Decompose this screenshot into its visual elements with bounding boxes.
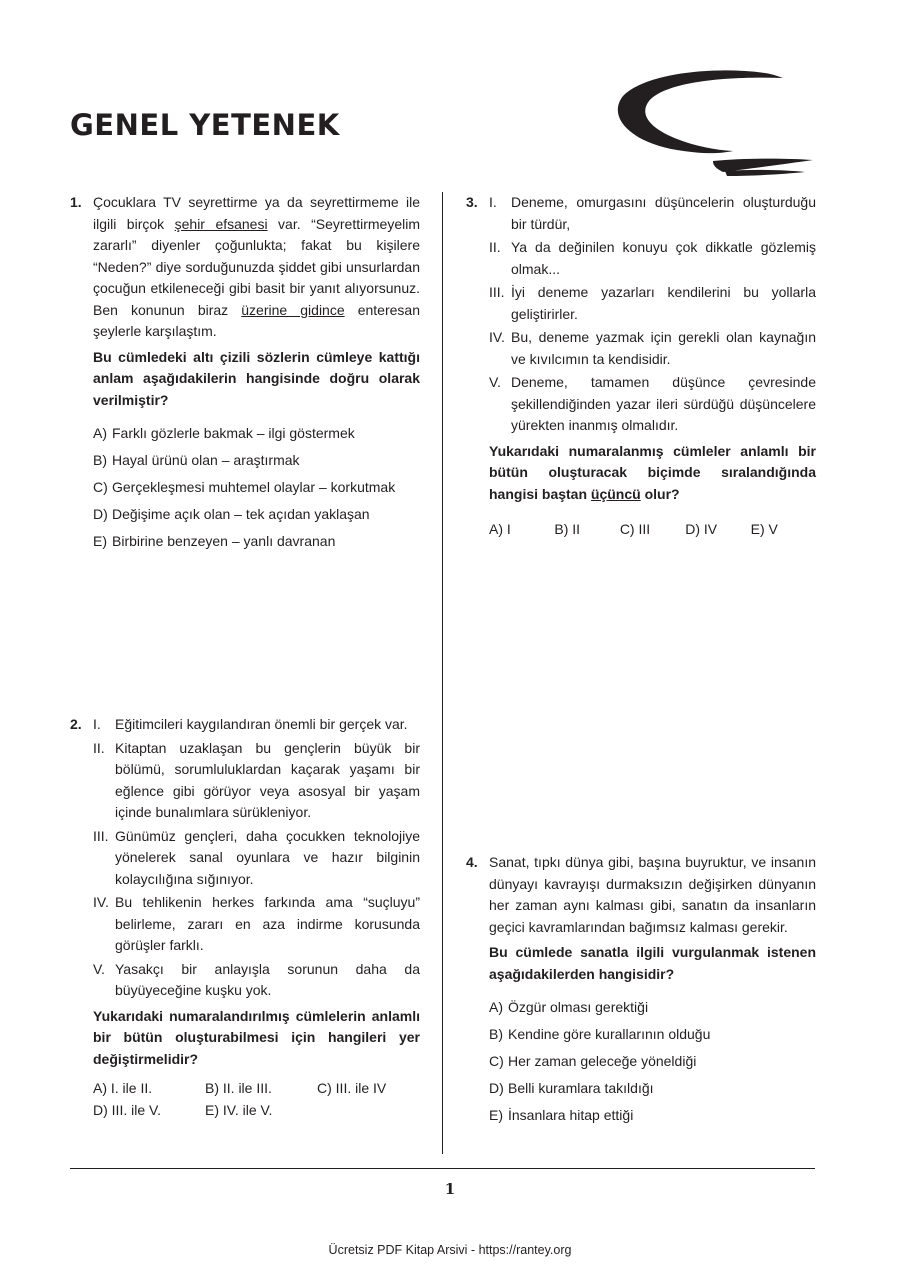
question-stem: Yukarıdaki numaralandırılmış cümlelerin anlamlı bir bütün oluşturabilmesi için hangileri yer değiştirmelidir? bbox=[93, 1007, 420, 1067]
answer-option[interactable]: B) Hayal ürünü olan – araştırmak bbox=[93, 452, 300, 468]
underlined-word: üçüncü bbox=[590, 485, 641, 502]
question-number: 3. bbox=[466, 194, 478, 210]
question-stem: Bu cümledeki altı çizili sözlerin cümleye kattığı anlam aşağıdakilerin hangisinde doğru olarak verilmiştir? bbox=[93, 348, 420, 408]
answer-option[interactable]: E) Birbirine benzeyen – yanlı davranan bbox=[93, 533, 336, 549]
answer-options bbox=[93, 1078, 420, 1121]
answer-option[interactable]: D) IV bbox=[685, 521, 718, 537]
question-3 bbox=[466, 192, 816, 541]
answer-options bbox=[489, 519, 816, 541]
numbered-sentences bbox=[93, 714, 420, 1002]
answer-option[interactable]: B) Kendine göre kurallarının olduğu bbox=[489, 1026, 711, 1042]
answer-option[interactable]: D) Belli kuramlara takıldığı bbox=[489, 1080, 654, 1096]
footer-link-text: Ücretsiz PDF Kitap Arsivi - https://rantey.org bbox=[328, 1243, 572, 1257]
question-stem: Bu cümlede sanatla ilgili vurgulanmak istenen aşağıdakilerden hangisidir? bbox=[489, 944, 816, 982]
swoosh-logo-icon bbox=[615, 68, 815, 178]
numbered-sentence: V. Deneme, tamamen düşünce çevresinde şekillendiğinden yazar ileri sürdüğü düşüncelere yürekten inanmış olmalıdır. bbox=[489, 374, 816, 433]
answer-options bbox=[489, 997, 816, 1127]
numbered-sentence: II. Kitaptan uzaklaşan bu gençlerin büyük bir bölümü, sorumluluklardan kaçarak yaşamı bir eğlence gibi görüyor veya asosyal bir yaşam içinde bunalımlara sürükleniyor. bbox=[93, 739, 420, 820]
question-number: 1. bbox=[70, 194, 82, 210]
underlined-phrase: üzerine gidince bbox=[241, 301, 345, 318]
underlined-phrase: şehir efsanesi bbox=[174, 215, 268, 232]
answer-option[interactable]: C) III. ile IV bbox=[317, 1080, 387, 1096]
question-stem: Yukarıdaki numaralanmış cümleler anlamlı bir bütün oluşturacak biçimde sıralandığında hangisi baştan üçüncü olur? bbox=[489, 442, 816, 502]
numbered-sentence: III. Günümüz gençleri, daha çocukken teknolojiye yönelerek sanal oyunlara ve hazır bilginin kolaycılığına sığınıyor. bbox=[93, 827, 420, 887]
question-passage: Sanat, tıpkı dünya gibi, başına buyruktur, ve insanın dünyayı kavrayışı durmaksızın değişirken dünyanın her zaman aynı kalması gibi, sanatın da insanların geçici kavramlarından bağımsız kalması gerekir. bbox=[489, 854, 816, 935]
question-number: 4. bbox=[466, 854, 478, 870]
answer-option[interactable]: B) II. ile III. bbox=[205, 1080, 272, 1096]
answer-option[interactable]: D) Değişime açık olan – tek açıdan yaklaşan bbox=[93, 506, 370, 522]
question-number: 2. bbox=[70, 716, 82, 732]
numbered-sentences bbox=[489, 192, 816, 437]
answer-option[interactable]: C) Her zaman geleceğe yöneldiği bbox=[489, 1053, 697, 1069]
question-4 bbox=[466, 852, 816, 1132]
answer-option[interactable]: E) V bbox=[750, 521, 778, 537]
answer-option[interactable]: C) Gerçekleşmesi muhtemel olaylar – korkutmak bbox=[93, 479, 396, 495]
numbered-sentence: I. Deneme, omurgasını düşüncelerin oluşturduğu bir türdür, bbox=[489, 194, 816, 232]
page-number: 1 bbox=[444, 1180, 456, 1198]
numbered-sentence: IV. Bu tehlikenin herkes farkında ama “suçluyu” belirleme, zararı en aza indirme korusunda görüşler farklı. bbox=[93, 894, 420, 953]
answer-option[interactable]: A) I. ile II. bbox=[93, 1080, 153, 1096]
numbered-sentence: IV. Bu, deneme yazmak için gerekli olan kaynağın ve kıvılcımın ta kendisidir. bbox=[489, 329, 816, 367]
answer-option[interactable]: D) III. ile V. bbox=[93, 1101, 161, 1118]
numbered-sentence: I. Eğitimcileri kaygılandıran önemli bir gerçek var. bbox=[93, 716, 408, 732]
numbered-sentence: II. Ya da değinilen konuyu çok dikkatle gözlemiş olmak... bbox=[489, 239, 816, 277]
question-1 bbox=[70, 192, 420, 558]
answer-option[interactable]: B) II bbox=[554, 521, 581, 537]
answer-options bbox=[93, 423, 420, 553]
answer-option[interactable]: A) I bbox=[489, 521, 511, 537]
page-title: GENEL YETENEK bbox=[70, 108, 340, 142]
question-2 bbox=[70, 714, 420, 1121]
answer-option[interactable]: A) Özgür olması gerektiği bbox=[489, 999, 649, 1015]
bottom-rule bbox=[70, 1168, 815, 1169]
numbered-sentence: V. Yasakçı bir anlayışla sorunun daha da büyüyeceğine kuşku yok. bbox=[93, 960, 420, 998]
answer-option[interactable]: E) IV. ile V. bbox=[205, 1101, 273, 1118]
answer-option[interactable]: E) İnsanlara hitap ettiği bbox=[489, 1107, 634, 1123]
question-passage: Çocuklara TV seyrettirme ya da seyrettirmeme ile ilgili birçok şehir efsanesi var. “Seyrettirmeyelim zararlı” diyenler çoğunlukta; fakat bu kişilere “Neden?” diye sorduğunuzda şiddet gibi unsurlardan çocuğun etkileneceği gibi basit bir yanıt alıyorsunuz. Ben konunun biraz üzerine gidince enteresan şeylerle karşılaştım. bbox=[93, 194, 420, 339]
column-divider bbox=[442, 192, 443, 1154]
answer-option[interactable]: C) III bbox=[619, 521, 651, 537]
answer-option[interactable]: A) Farklı gözlerle bakmak – ilgi göstermek bbox=[93, 425, 355, 441]
numbered-sentence: III. İyi deneme yazarları kendilerini bu yollarla geliştirirler. bbox=[489, 284, 816, 322]
